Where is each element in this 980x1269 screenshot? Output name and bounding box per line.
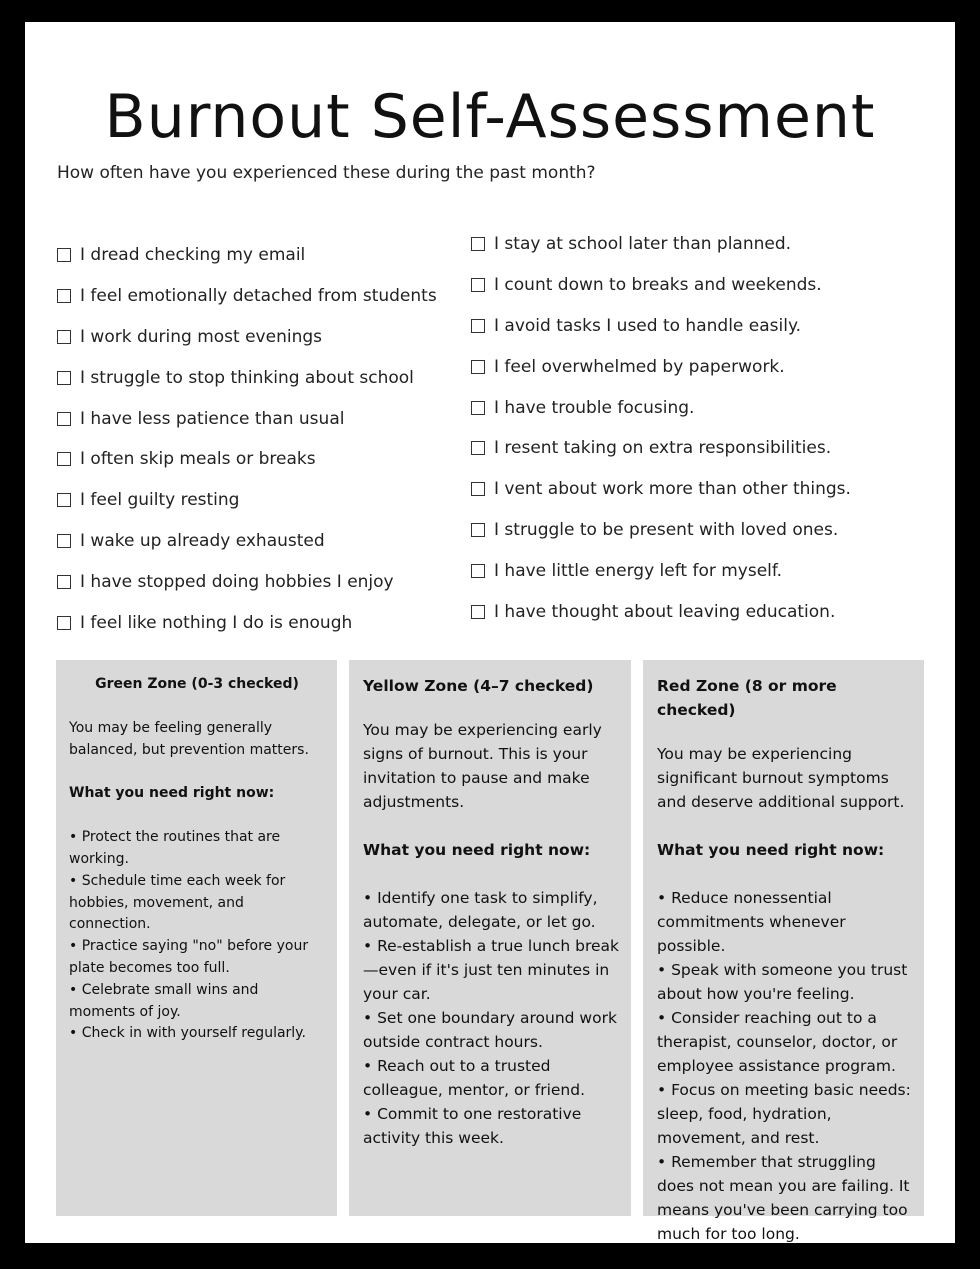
- checklist-item-label: I have thought about leaving education.: [494, 601, 836, 622]
- tip-item: • Reach out to a trusted colleague, mentor, or friend.: [363, 1057, 585, 1099]
- checklist-item[interactable]: [471, 550, 851, 591]
- checkbox-icon[interactable]: [57, 575, 71, 589]
- checklist-item[interactable]: [57, 561, 437, 602]
- checkbox-icon[interactable]: [471, 523, 485, 537]
- tip-item: • Celebrate small wins and moments of joy.: [69, 981, 259, 1020]
- checklist-item[interactable]: [471, 346, 851, 387]
- checklist-item-label: I dread checking my email: [80, 245, 306, 266]
- checkbox-icon[interactable]: [471, 237, 485, 251]
- checklist-item[interactable]: [57, 398, 437, 439]
- checkbox-icon[interactable]: [57, 330, 71, 344]
- checklist-item[interactable]: [471, 265, 851, 306]
- zone-description: You may be feeling generally balanced, but prevention matters.: [69, 719, 309, 758]
- checklist-item-label: I work during most evenings: [80, 326, 322, 347]
- needs-heading: What you need right now:: [363, 841, 591, 859]
- checkbox-icon[interactable]: [57, 289, 71, 303]
- zone-title: Green Zone (0-3 checked): [95, 676, 299, 692]
- tip-item: • Commit to one restorative activity this week.: [363, 1105, 582, 1147]
- tip-item: • Focus on meeting basic needs: sleep, food, hydration, movement, and rest.: [657, 1081, 911, 1147]
- checklist-item-label: I wake up already exhausted: [80, 530, 325, 551]
- tip-item: • Practice saying "no" before your plate becomes too full.: [69, 938, 309, 976]
- checkbox-icon[interactable]: [471, 319, 485, 333]
- checklist-item-label: I have stopped doing hobbies I enjoy: [80, 571, 394, 592]
- checklist-item[interactable]: [57, 235, 437, 276]
- zone-description: You may be experiencing early signs of burnout. This is your invitation to pause and make adjustments.: [363, 721, 602, 811]
- checklist-item-label: I often skip meals or breaks: [80, 449, 316, 470]
- tip-item: • Remember that struggling does not mean you are failing. It means you've been carrying too much for too long.: [657, 1153, 910, 1243]
- checkbox-icon[interactable]: [471, 482, 485, 496]
- checkbox-icon[interactable]: [57, 534, 71, 548]
- tip-item: • Speak with someone you trust about how you're feeling.: [657, 961, 908, 1003]
- checkbox-icon[interactable]: [471, 401, 485, 415]
- tip-item: • Protect the routines that are working.: [69, 829, 281, 867]
- zone-title: Red Zone (8 or more checked): [657, 677, 837, 719]
- checklist-item[interactable]: [471, 224, 851, 265]
- red-zone-panel: [643, 660, 924, 1243]
- tip-item: • Reduce nonessential commitments whenever possible.: [657, 889, 846, 955]
- checkbox-icon[interactable]: [57, 248, 71, 262]
- checklist-item-label: I resent taking on extra responsibilities.: [494, 438, 832, 459]
- tip-item: • Consider reaching out to a therapist, counselor, doctor, or employee assistance program.: [657, 1009, 898, 1075]
- checkbox-icon[interactable]: [471, 605, 485, 619]
- checklist-item-label: I feel guilty resting: [80, 490, 240, 511]
- checklist-item[interactable]: [471, 306, 851, 347]
- checklist-item-label: I vent about work more than other things.: [494, 479, 851, 500]
- checklist-item[interactable]: [471, 510, 851, 551]
- checklist-item[interactable]: [57, 439, 437, 480]
- checklist-item[interactable]: [57, 317, 437, 358]
- checklist-item-label: I struggle to stop thinking about school: [80, 367, 414, 388]
- tip-item: • Schedule time each week for hobbies, movement, and connection.: [69, 872, 286, 933]
- tip-item: • Re-establish a true lunch break —even if it's just ten minutes in your car.: [363, 937, 620, 1003]
- checklist-item-label: I avoid tasks I used to handle easily.: [494, 315, 801, 336]
- checklist-item[interactable]: [57, 602, 437, 643]
- checkbox-icon[interactable]: [471, 441, 485, 455]
- checklist-item-label: I stay at school later than planned.: [494, 234, 792, 255]
- checkbox-icon[interactable]: [57, 616, 71, 630]
- checklist-item-label: I have little energy left for myself.: [494, 560, 783, 581]
- checklist-item[interactable]: [57, 480, 437, 521]
- checklist-item[interactable]: [471, 387, 851, 428]
- checkbox-icon[interactable]: [57, 412, 71, 426]
- checkbox-icon[interactable]: [471, 564, 485, 578]
- checklist-item[interactable]: [471, 469, 851, 510]
- checklist-left: [57, 235, 437, 643]
- checkbox-icon[interactable]: [471, 278, 485, 292]
- tip-item: • Identify one task to simplify, automate, delegate, or let go.: [363, 889, 598, 931]
- checklist-item[interactable]: [471, 428, 851, 469]
- checklist-item[interactable]: [57, 357, 437, 398]
- yellow-zone-panel: [349, 660, 631, 1216]
- page-title: Burnout Self-Assessment: [104, 82, 876, 152]
- tips-list: [657, 886, 914, 1246]
- needs-heading: What you need right now:: [657, 841, 885, 859]
- tips-list: [69, 827, 325, 1045]
- checklist-item-label: I have trouble focusing.: [494, 397, 695, 418]
- checklist-item[interactable]: [57, 276, 437, 317]
- checklist-item[interactable]: [471, 591, 851, 632]
- tip-item: • Check in with yourself regularly.: [69, 1025, 306, 1042]
- checkbox-icon[interactable]: [471, 360, 485, 374]
- zone-description: You may be experiencing significant burnout symptoms and deserve additional support.: [657, 745, 905, 811]
- green-zone-panel: [56, 660, 337, 1216]
- checkbox-icon[interactable]: [57, 371, 71, 385]
- checklist-item[interactable]: [57, 521, 437, 562]
- checklist-item-label: I have less patience than usual: [80, 408, 345, 429]
- checklist-item-label: I struggle to be present with loved ones.: [494, 519, 839, 540]
- checklist-item-label: I count down to breaks and weekends.: [494, 275, 822, 296]
- tip-item: • Set one boundary around work outside contract hours.: [363, 1009, 617, 1051]
- checkbox-icon[interactable]: [57, 493, 71, 507]
- needs-heading: What you need right now:: [69, 785, 275, 802]
- zone-title: Yellow Zone (4–7 checked): [363, 677, 594, 695]
- instructions: How often have you experienced these during the past month?: [57, 163, 596, 183]
- checkbox-icon[interactable]: [57, 452, 71, 466]
- checklist-item-label: I feel like nothing I do is enough: [80, 612, 353, 633]
- tips-list: [363, 886, 621, 1150]
- checklist-right: [471, 224, 851, 632]
- checklist-item-label: I feel overwhelmed by paperwork.: [494, 356, 785, 377]
- checklist-item-label: I feel emotionally detached from students: [80, 286, 437, 307]
